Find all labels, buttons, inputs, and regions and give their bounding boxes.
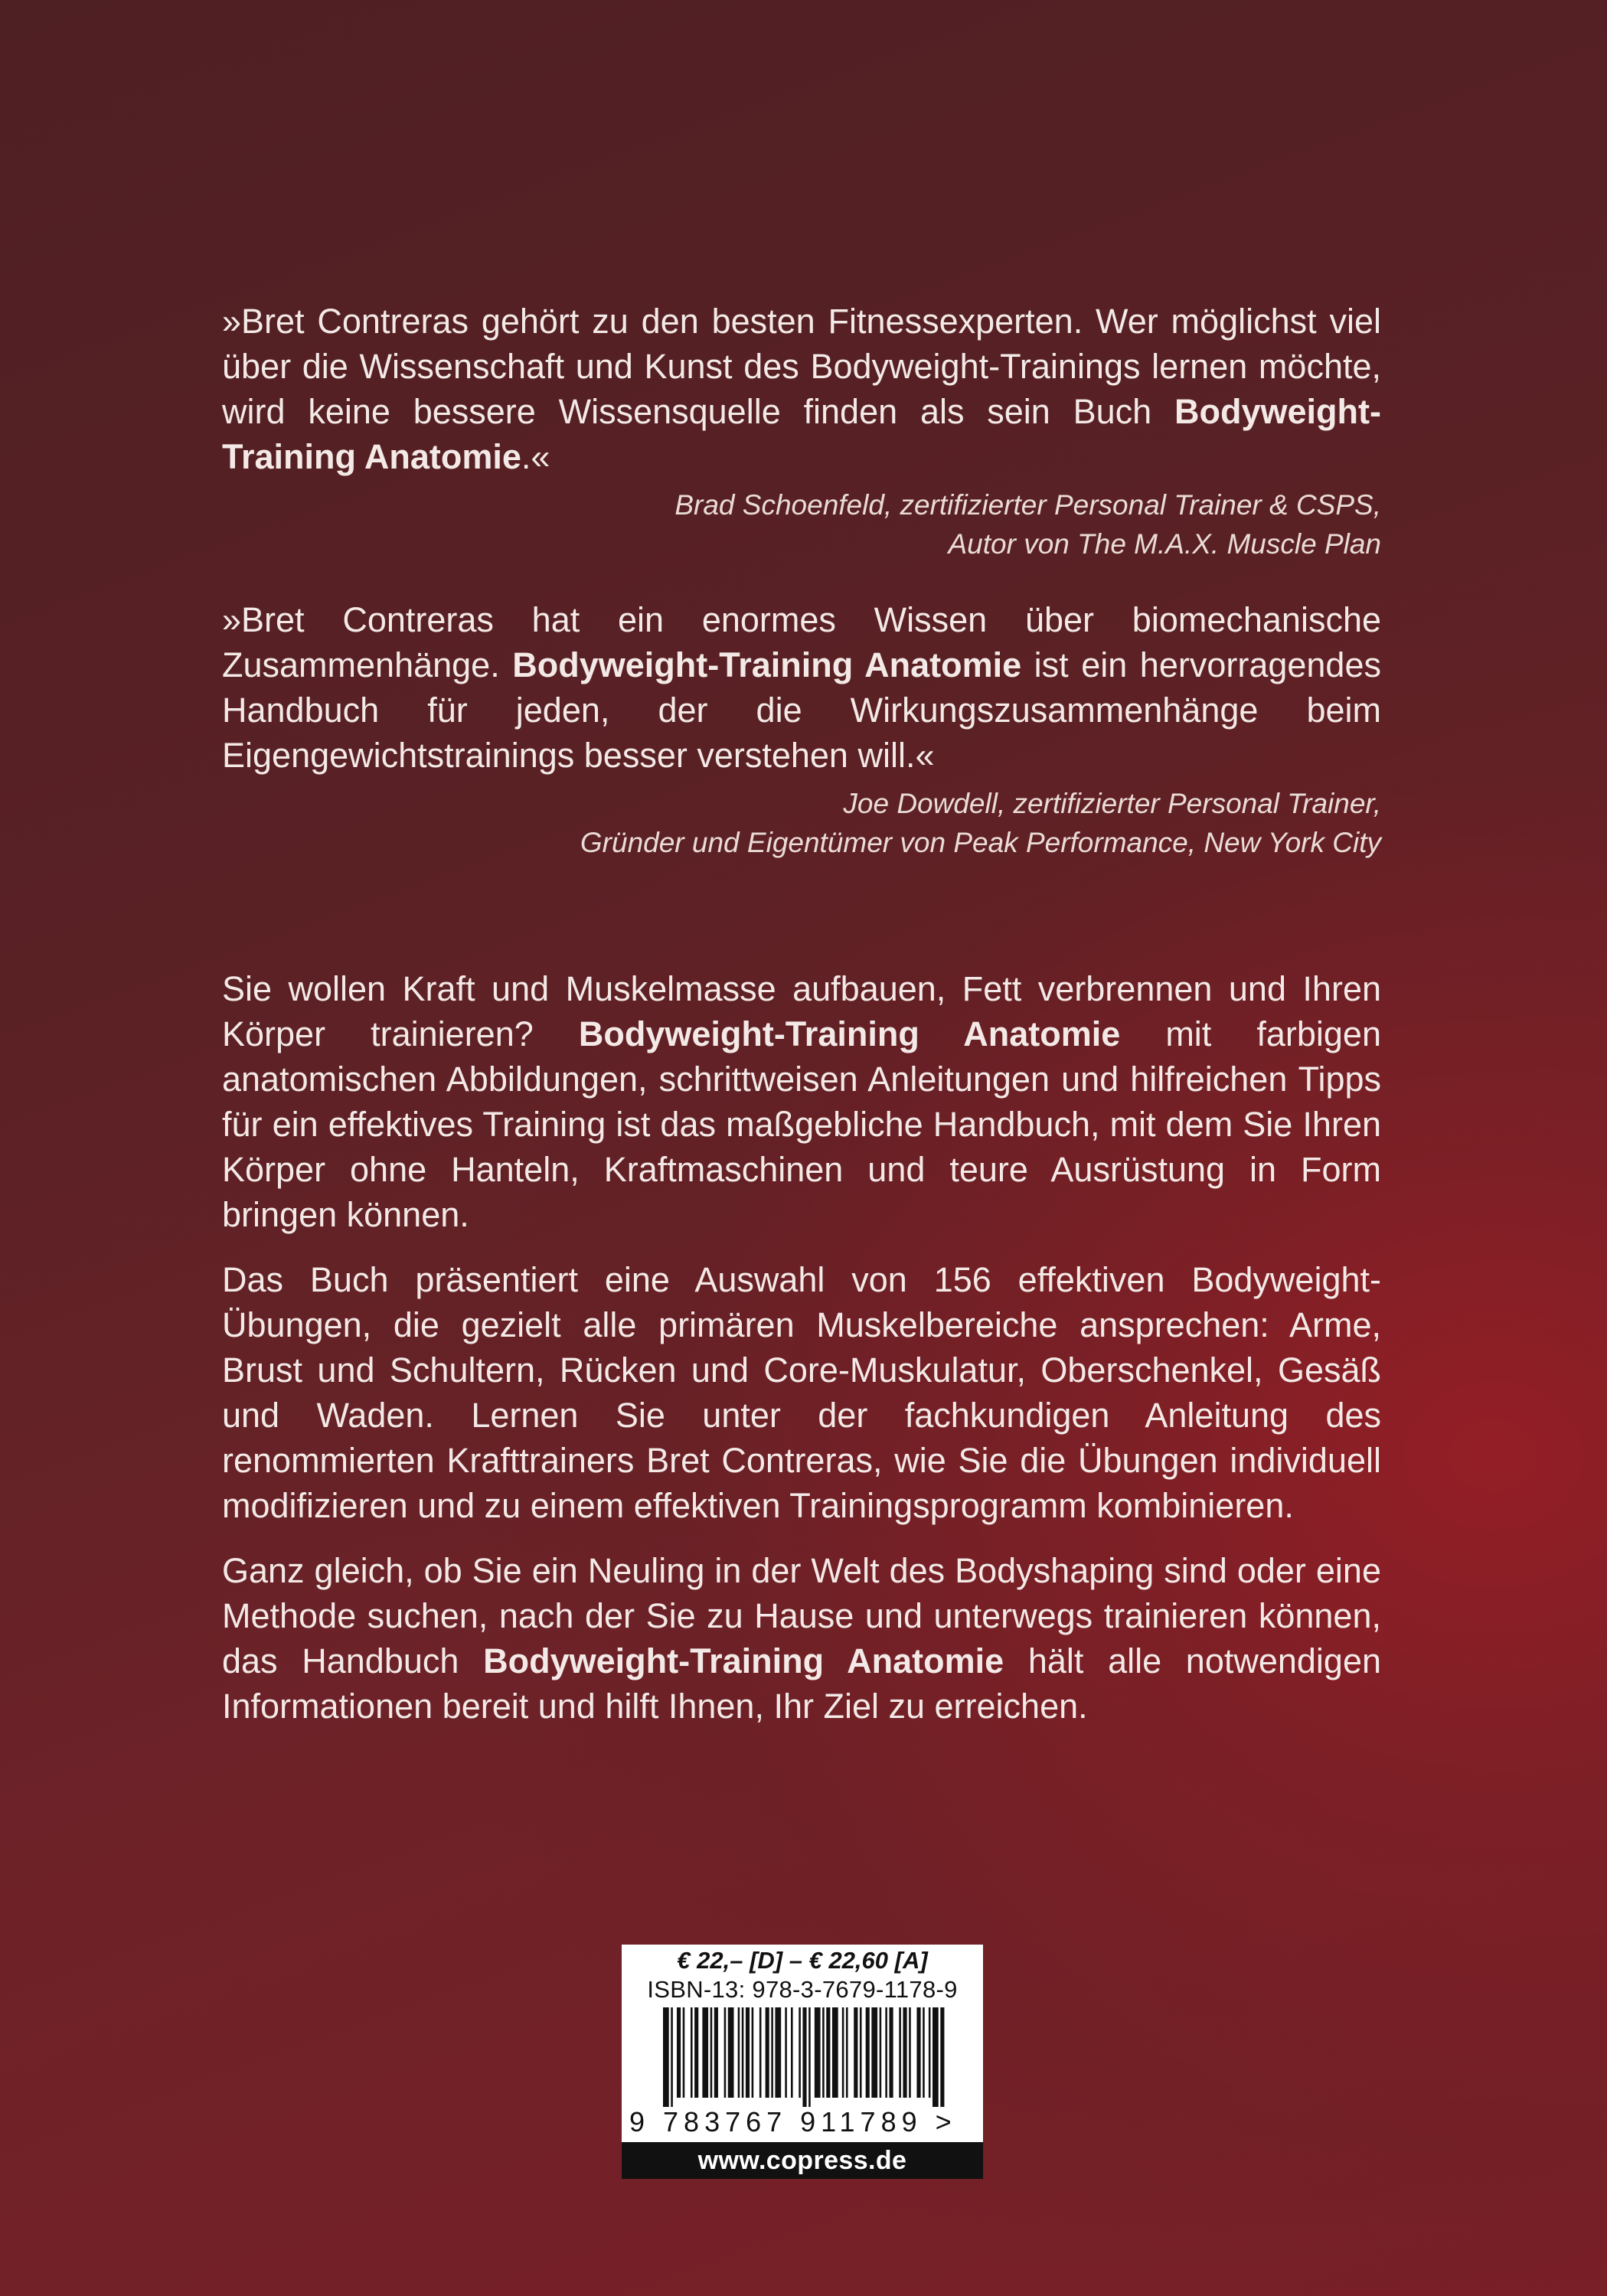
barcode-bar: [842, 2007, 844, 2098]
barcode-bar: [889, 2007, 893, 2098]
paragraph-text-start: Ganz gleich, ob Sie ein Neuling in der Welt des Bodyshaping sind oder eine Methode suchen, nach der Sie zu Hause und unterwegs trainieren können, das Handbuch: [222, 1551, 1381, 1680]
barcode-icon: [663, 2007, 946, 2107]
barcode-bar: [799, 2007, 801, 2098]
paragraph-text-start: Sie wollen Kraft und Muskelmasse aufbauen, Fett verbrennen und Ihren Körper trainieren?: [222, 969, 1381, 1053]
testimonial-quote-1: [222, 299, 1381, 563]
quote-text-end: .«: [521, 437, 550, 476]
testimonial-quote-2: [222, 597, 1381, 862]
barcode-bar: [940, 2007, 944, 2107]
barcode-bar: [746, 2007, 750, 2098]
barcode-bar: [775, 2007, 781, 2098]
barcode-bar: [933, 2007, 939, 2107]
price-label: € 22,– [D] – € 22,60 [A]: [677, 1947, 928, 1974]
quote-attribution: [222, 784, 1381, 862]
quote-text: [222, 597, 1381, 778]
barcode-label: [622, 1945, 983, 2179]
barcode-bar: [663, 2007, 669, 2107]
barcode-bar: [826, 2007, 830, 2098]
barcode-bar: [766, 2007, 769, 2098]
paragraph-text-end: hält alle notwendigen Informationen bereit und hilft Ihnen, Ihr Ziel zu erreichen.: [222, 1641, 1382, 1726]
publisher-website: www.copress.de: [622, 2142, 983, 2179]
isbn-label: ISBN-13: 978-3-7679-1178-9: [647, 1976, 958, 2003]
book-title-bold: Bodyweight-Training Anatomie: [222, 392, 1381, 476]
paragraph-text-end: mit farbigen anatomischen Abbildungen, schrittweisen Anleitungen und hilfreichen Tipps für ein effektives Training ist das maßgebliche Handbuch, mit dem Sie Ihren Körper ohne Hanteln, Kraftmaschinen und teure Ausrüstung in Form bringen können.: [222, 1014, 1381, 1234]
book-title-bold: Bodyweight-Training Anatomie: [483, 1641, 1004, 1680]
book-title-bold: Bodyweight-Training Anatomie: [512, 645, 1022, 684]
barcode-bar: [899, 2007, 901, 2098]
barcode-bar: [846, 2007, 848, 2098]
barcode-bar: [923, 2007, 925, 2098]
attribution-line-1: Joe Dowdell, zertifizierter Personal Trainer,: [843, 788, 1381, 819]
book-description: [222, 966, 1381, 1749]
barcode-bar: [808, 2007, 811, 2107]
barcode-bar: [866, 2007, 870, 2098]
barcode-bar: [724, 2007, 727, 2098]
barcode-bar: [714, 2007, 718, 2098]
barcode-bar: [742, 2007, 744, 2098]
barcode-bar: [785, 2007, 787, 2098]
description-paragraph-2: Das Buch präsentiert eine Auswahl von 156 effektiven Bodyweight-Übungen, die gezielt alle primären Muskelbereiche ansprechen: Arme, Brust und Schultern, Rücken und Core-Muskulatur, Oberschenkel, Gesäß und Waden. Lernen Sie unter der fachkundigen Anleitung des renommierten Krafttrainers Bret Contreras, wie Sie die Übungen individuell modifizieren und zu einem effektiven Trainingsprogramm kombinieren.: [222, 1260, 1381, 1525]
barcode-bar: [677, 2007, 681, 2098]
barcode-bar: [671, 2007, 673, 2107]
quote-attribution: [222, 485, 1381, 563]
barcode-bar: [880, 2007, 882, 2098]
attribution-line-2: Gründer und Eigentümer von Peak Performance, New York City: [580, 827, 1381, 858]
barcode-digits: 9 783767 911789 >: [629, 2106, 957, 2138]
barcode-bar: [885, 2007, 887, 2098]
barcode-bar: [691, 2007, 693, 2098]
barcode-bar: [738, 2007, 740, 2098]
barcode-bar: [832, 2007, 838, 2098]
barcode-bar: [771, 2007, 773, 2098]
barcode-bar: [903, 2007, 906, 2098]
barcode-bar: [822, 2007, 825, 2098]
barcode-bar: [710, 2007, 713, 2098]
description-paragraph-1: [222, 966, 1381, 1237]
quote-text-end: ist ein hervorragendes Handbuch für jeden, der die Wirkungszusammenhänge beim Eigengewichtstrainings besser verstehen will.«: [222, 645, 1381, 775]
barcode-bar: [752, 2007, 754, 2098]
quote-text: [222, 299, 1381, 479]
attribution-line-1: Brad Schoenfeld, zertifizierter Personal Trainer & CSPS,: [674, 489, 1381, 521]
barcode-bar: [728, 2007, 734, 2098]
barcode-bar: [802, 2007, 806, 2107]
barcode-bar: [702, 2007, 708, 2098]
barcode-bar: [909, 2007, 911, 2098]
barcode-bar: [759, 2007, 762, 2098]
barcode-bar: [929, 2007, 931, 2098]
description-paragraph-3: [222, 1548, 1381, 1729]
quote-text-start: »Bret Contreras gehört zu den besten Fitnessexperten. Wer möglichst viel über die Wissenschaft und Kunst des Bodyweight-Trainings lernen möchte, wird keine bessere Wissensquelle finden als sein Buch: [222, 302, 1381, 431]
barcode-bar: [871, 2007, 877, 2098]
barcode-bar: [860, 2007, 862, 2098]
book-title-bold: Bodyweight-Training Anatomie: [578, 1014, 1121, 1053]
barcode-bar: [791, 2007, 793, 2098]
barcode-bar: [694, 2007, 698, 2098]
barcode-bar: [854, 2007, 857, 2098]
barcode-bar: [916, 2007, 920, 2098]
barcode-bar: [815, 2007, 821, 2098]
attribution-line-2: Autor von The M.A.X. Muscle Plan: [948, 528, 1381, 560]
quote-text-start: »Bret Contreras hat ein enormes Wissen über biomechanische Zusammenhänge.: [222, 600, 1381, 684]
barcode-bar: [683, 2007, 685, 2098]
